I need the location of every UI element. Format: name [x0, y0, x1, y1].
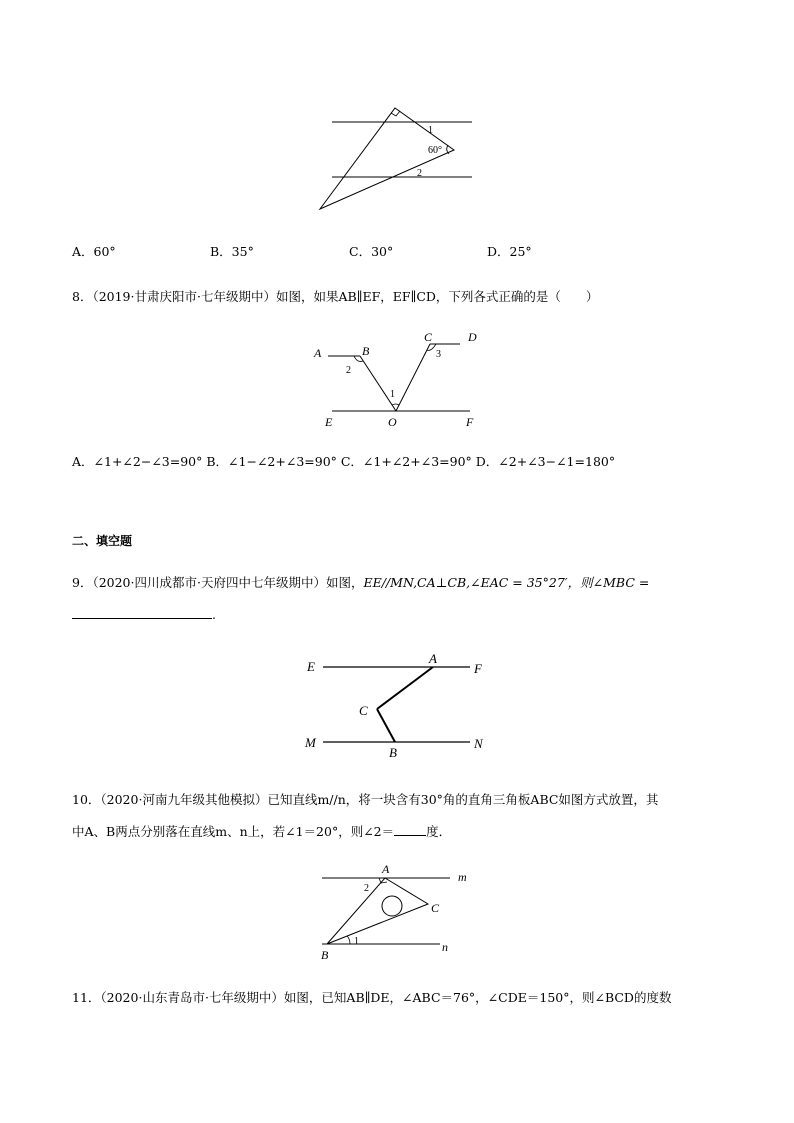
- q10-label-B: B: [321, 948, 329, 962]
- q8-label-E: E: [325, 415, 333, 429]
- q9-answer-line: [72, 605, 216, 623]
- q9-label-B: B: [389, 745, 397, 760]
- q9-segment-cb: [377, 709, 395, 742]
- q7-angle1-label: 1: [428, 125, 433, 136]
- q8-segment-oc: [396, 344, 430, 411]
- q10-label-m: m: [458, 870, 467, 884]
- q9-figure: [300, 650, 500, 760]
- q10-line2: [72, 822, 451, 840]
- q9-label-E: E: [307, 659, 315, 674]
- q8-angle1-arc: [392, 404, 399, 405]
- q7-option-d: D．25°: [487, 244, 532, 259]
- q7-option-b: B．35°: [210, 244, 254, 259]
- q7-angle60-label: 60°: [428, 145, 442, 156]
- q10-angle2-label: 2: [364, 883, 369, 894]
- q11-stem: 11．（2020·山东青岛市·七年级期中）如图，已知AB∥DE，∠ABC＝76°，∠CDE＝150°，则∠BCD的度数: [72, 990, 672, 1005]
- q8-label-B: B: [362, 344, 370, 358]
- q8-angle2-label: 2: [346, 365, 351, 376]
- q9-label-C: C: [359, 703, 368, 718]
- q10-angle1-arc: [347, 936, 350, 944]
- q9-answer-blank[interactable]: [72, 605, 212, 619]
- q8-segment-bo: [360, 356, 396, 411]
- q8-angle3-label: 3: [436, 349, 441, 360]
- section-title: 二、填空题: [72, 534, 133, 548]
- q10-line2-prefix: 中A、B两点分别落在直线m、n上，若∠1＝20°，则∠2＝: [72, 824, 395, 839]
- q7-triangle: [320, 108, 454, 209]
- q10-line2-suffix: 度．: [426, 824, 452, 839]
- q10-label-n: n: [442, 940, 448, 954]
- q9-stem-prefix: 9．（2020·四川成都市·天府四中七年级期中）如图，: [72, 575, 364, 590]
- q10-figure: [310, 862, 480, 964]
- q8-label-O: O: [388, 415, 397, 429]
- q9-label-A: A: [429, 651, 437, 666]
- q7-option-a: A．60°: [72, 244, 116, 259]
- q10-label-C: C: [431, 901, 440, 915]
- q9-segment-ac: [377, 667, 433, 709]
- q9-blank-end: .: [212, 607, 216, 622]
- q10-line1: 10．（2020·河南九年级其他模拟）已知直线m//n，将一块含有30°角的直角三角板ABC如图方式放置，其: [72, 792, 659, 807]
- q8-label-A: A: [314, 346, 322, 360]
- q9-stem: [72, 575, 649, 591]
- q10-triangle-hole: [382, 896, 402, 916]
- q9-stem-math: EE//MN,CA⊥CB,∠EAC = 35°27′: [363, 575, 568, 590]
- q9-label-F: F: [474, 661, 482, 676]
- q7-angle2-label: 2: [417, 168, 422, 179]
- q9-label-M: M: [305, 735, 316, 750]
- q8-label-D: D: [468, 330, 477, 344]
- q10-label-A: A: [382, 862, 390, 876]
- q9-label-N: N: [474, 736, 483, 751]
- q10-angle1-label: 1: [354, 936, 359, 947]
- q8-label-C: C: [424, 330, 433, 344]
- q10-answer-blank[interactable]: [394, 822, 426, 836]
- q8-options: A．∠1+∠2−∠3=90° B．∠1−∠2+∠3=90° C．∠1+∠2+∠3=90° D．∠2+∠3−∠1=180°: [72, 454, 616, 469]
- q8-figure: [310, 325, 490, 433]
- q9-stem-suffix: ，则∠MBC =: [567, 575, 650, 590]
- q8-label-F: F: [466, 415, 474, 429]
- q10-triangle: [327, 878, 428, 944]
- q8-angle1-label: 1: [390, 389, 395, 400]
- q7-figure: [310, 100, 480, 215]
- q8-stem: 8．（2019·甘肃庆阳市·七年级期中）如图，如果AB∥EF，EF∥CD，下列各式正确的是（ ）: [72, 289, 599, 304]
- q7-option-c: C．30°: [349, 244, 394, 259]
